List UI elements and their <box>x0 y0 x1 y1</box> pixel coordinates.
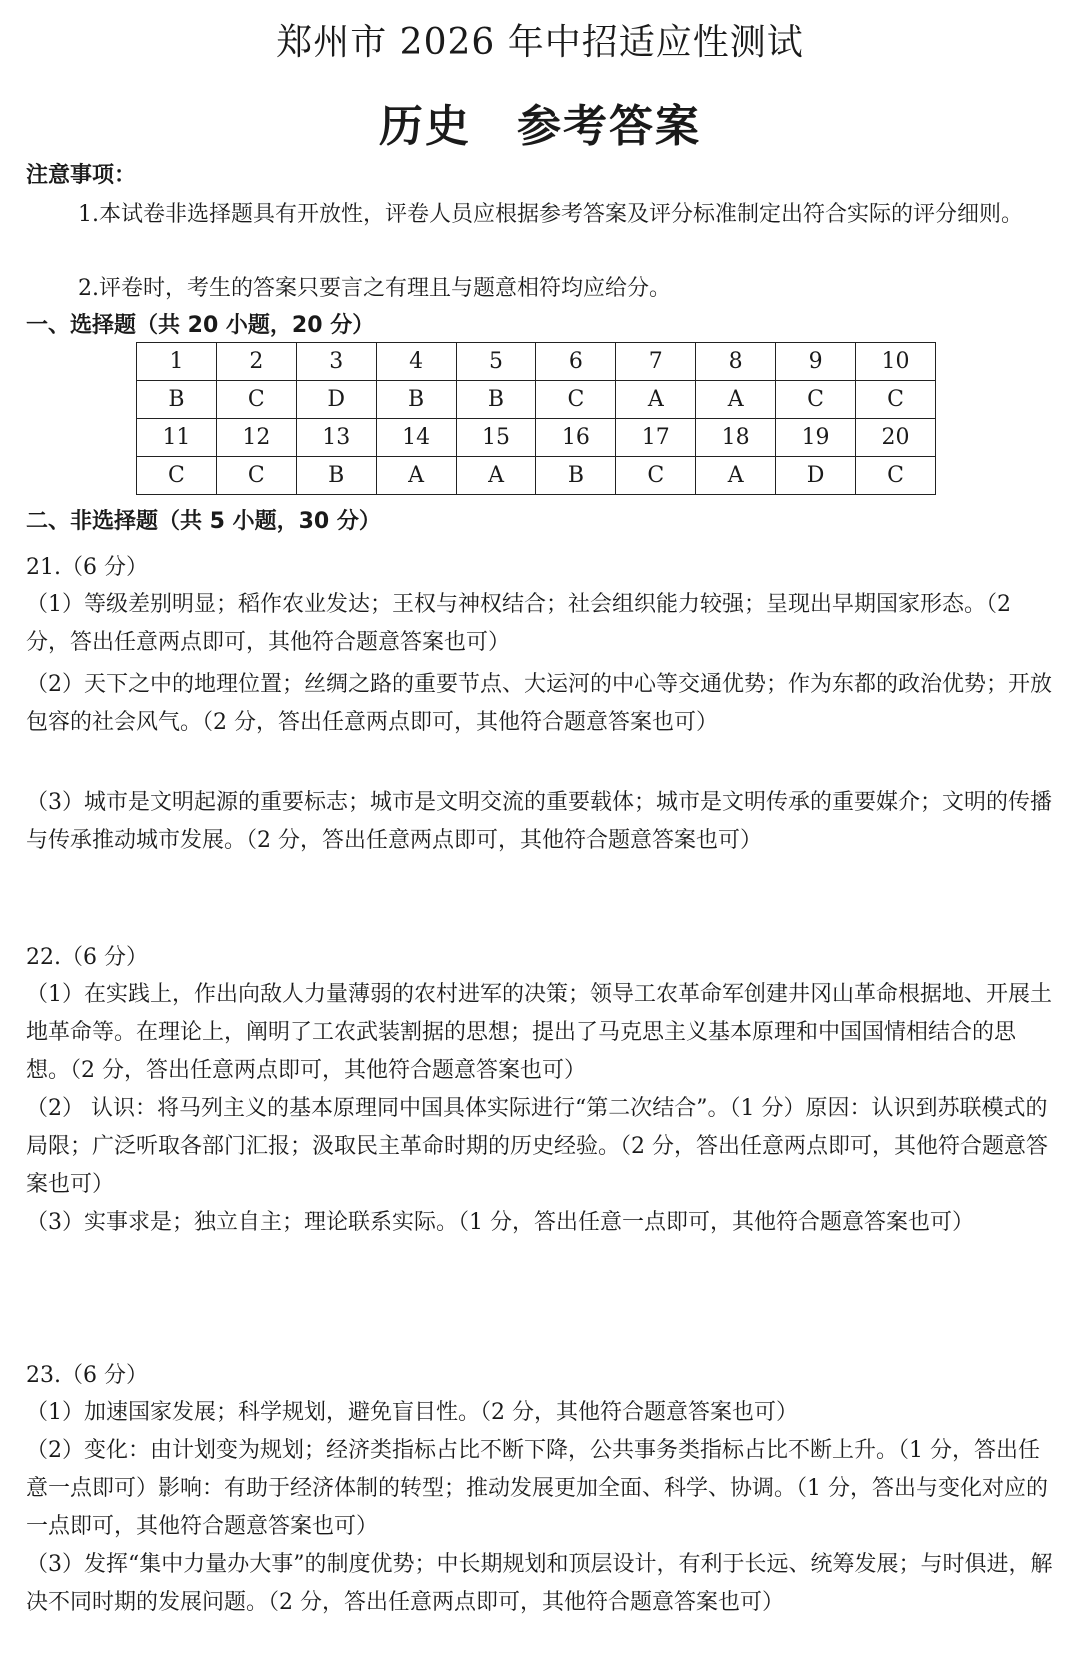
question-22-answer-3: （3）实事求是；独立自主；理论联系实际。（1 分，答出任意一点即可，其他符合题意答案也可） <box>26 1210 974 1235</box>
table-cell: C <box>137 457 217 495</box>
table-cell: A <box>456 457 536 495</box>
table-cell: A <box>616 381 696 419</box>
table-cell: 15 <box>456 419 536 457</box>
table-cell: A <box>696 381 776 419</box>
table-cell: B <box>456 381 536 419</box>
document-title: 历史 参考答案 <box>379 101 701 152</box>
section2-heading: 二、非选择题（共 5 小题，30 分） <box>26 509 381 534</box>
table-cell: A <box>376 457 456 495</box>
table-cell: 16 <box>536 419 616 457</box>
note-item-1: 1.本试卷非选择题具有开放性，评卷人员应根据参考答案及评分标准制定出符合实际的评分细则。 <box>78 202 1023 227</box>
table-cell: 7 <box>616 343 696 381</box>
table-cell: C <box>856 381 936 419</box>
table-cell: B <box>137 381 217 419</box>
question-23-answer-1: （1）加速国家发展；科学规划，避免盲目性。（2 分，其他符合题意答案也可） <box>26 1400 798 1425</box>
table-cell: C <box>776 381 856 419</box>
table-cell: 20 <box>856 419 936 457</box>
table-row-answers-1 <box>137 381 936 419</box>
question-21-answer-1: （1）等级差别明显；稻作农业发达；王权与神权结合；社会组织能力较强；呈现出早期国家形态。（2 分，答出任意两点即可，其他符合题意答案也可） <box>26 592 1011 655</box>
table-cell: 5 <box>456 343 536 381</box>
table-cell: A <box>696 457 776 495</box>
table-cell: 12 <box>216 419 296 457</box>
exam-title: 郑州市 2026 年中招适应性测试 <box>276 22 804 63</box>
table-cell: C <box>216 457 296 495</box>
question-22-answer-2: （2） 认识：将马列主义的基本原理同中国具体实际进行“第二次结合”。（1 分）原因：认识到苏联模式的局限；广泛听取各部门汇报；汲取民主革命时期的历史经验。（2 分，答出任意两点即可，其他符合题意答案也可） <box>26 1096 1048 1197</box>
table-cell: 13 <box>296 419 376 457</box>
table-cell: D <box>296 381 376 419</box>
table-cell: 4 <box>376 343 456 381</box>
question-23-answer-3: （3）发挥“集中力量办大事”的制度优势；中长期规划和顶层设计，有利于长远、统筹发展；与时俱进，解决不同时期的发展问题。（2 分，答出任意两点即可，其他符合题意答案也可） <box>26 1552 1053 1615</box>
table-cell: B <box>536 457 616 495</box>
table-cell: 6 <box>536 343 616 381</box>
question-23-heading: 23.（6 分） <box>26 1363 148 1388</box>
table-cell: 2 <box>216 343 296 381</box>
question-21-answer-3: （3）城市是文明起源的重要标志；城市是文明交流的重要载体；城市是文明传承的重要媒介；文明的传播与传承推动城市发展。（2 分，答出任意两点即可，其他符合题意答案也可） <box>26 790 1053 853</box>
table-cell: 1 <box>137 343 217 381</box>
table-cell: 8 <box>696 343 776 381</box>
table-cell: 11 <box>137 419 217 457</box>
table-cell: 19 <box>776 419 856 457</box>
question-23-answer-2: （2）变化：由计划变为规划；经济类指标占比不断下降，公共事务类指标占比不断上升。（1 分，答出任意一点即可）影响：有助于经济体制的转型；推动发展更加全面、科学、协调。（1 分，答出与变化对应的一点即可，其他符合题意答案也可） <box>26 1438 1048 1539</box>
table-cell: 9 <box>776 343 856 381</box>
table-row-answers-2 <box>137 457 936 495</box>
question-22-heading: 22.（6 分） <box>26 945 148 970</box>
table-cell: B <box>296 457 376 495</box>
table-cell: C <box>616 457 696 495</box>
table-cell: D <box>776 457 856 495</box>
section1-heading: 一、选择题（共 20 小题，20 分） <box>26 313 375 338</box>
note-item-2: 2.评卷时，考生的答案只要言之有理且与题意相符均应给分。 <box>78 276 671 301</box>
table-cell: C <box>216 381 296 419</box>
table-cell: 14 <box>376 419 456 457</box>
notes-heading: 注意事项： <box>26 163 137 188</box>
table-row-question-numbers-1 <box>137 343 936 381</box>
table-cell: C <box>856 457 936 495</box>
table-cell: B <box>376 381 456 419</box>
question-21-answer-2: （2）天下之中的地理位置；丝绸之路的重要节点、大运河的中心等交通优势；作为东都的政治优势；开放包容的社会风气。（2 分，答出任意两点即可，其他符合题意答案也可） <box>26 672 1053 735</box>
question-22-answer-1: （1）在实践上，作出向敌人力量薄弱的农村进军的决策；领导工农革命军创建井冈山革命根据地、开展土地革命等。在理论上，阐明了工农武装割据的思想；提出了马克思主义基本原理和中国国情相结合的思想。（2 分，答出任意两点即可，其他符合题意答案也可） <box>26 982 1053 1083</box>
multiple-choice-answer-table <box>136 342 936 495</box>
table-cell: 10 <box>856 343 936 381</box>
table-cell: 3 <box>296 343 376 381</box>
question-21-heading: 21.（6 分） <box>26 555 148 580</box>
table-cell: C <box>536 381 616 419</box>
table-cell: 17 <box>616 419 696 457</box>
table-row-question-numbers-2 <box>137 419 936 457</box>
table-cell: 18 <box>696 419 776 457</box>
